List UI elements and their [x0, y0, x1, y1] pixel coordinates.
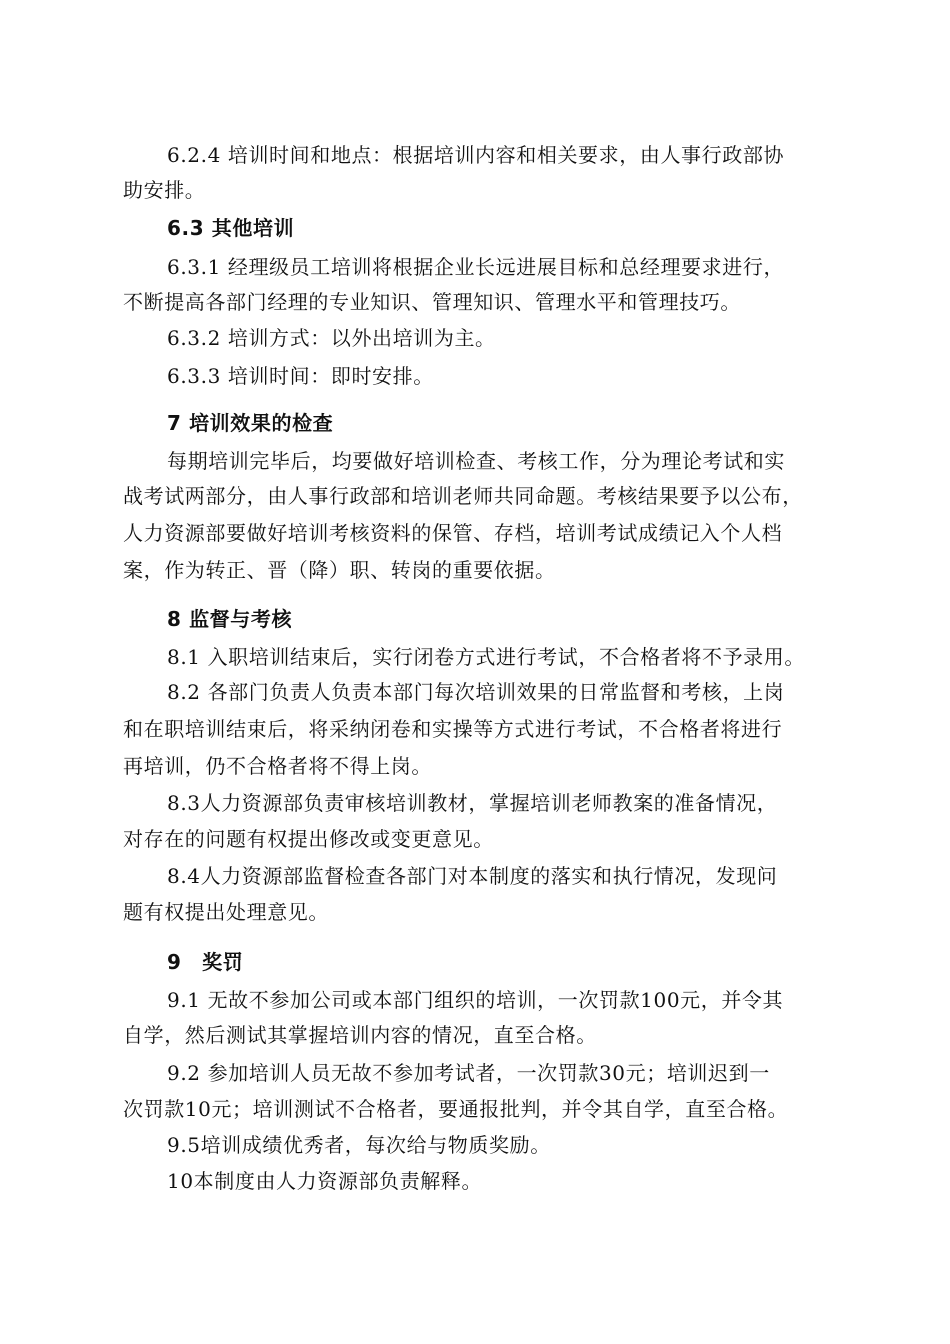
section-8-heading: 8 监督与考核	[167, 607, 293, 631]
clause-6-3-1-line-2: 不断提高各部门经理的专业知识、管理知识、管理水平和管理技巧。	[123, 290, 741, 314]
clause-8-3-line-2: 对存在的问题有权提出修改或变更意见。	[123, 827, 494, 851]
clause-8-1: 8.1 入职培训结束后，实行闭卷方式进行考试，不合格者将不予录用。	[167, 645, 805, 669]
section-9-heading: 9 奖罚	[167, 950, 244, 974]
section-7-para-line-4: 案，作为转正、晋（降）职、转岗的重要依据。	[123, 558, 556, 582]
clause-8-2-line-2: 和在职培训结束后，将采纳闭卷和实操等方式进行考试，不合格者将进行	[123, 717, 783, 741]
clause-9-1-line-2: 自学，然后测试其掌握培训内容的情况，直至合格。	[123, 1023, 597, 1047]
section-10: 10本制度由人力资源部负责解释。	[167, 1169, 483, 1193]
section-7-para-line-1: 每期培训完毕后，均要做好培训检查、考核工作，分为理论考试和实	[167, 449, 785, 473]
clause-6-3-2: 6.3.2 培训方式：以外出培训为主。	[167, 326, 496, 350]
clause-6-3-1-line-1: 6.3.1 经理级员工培训将根据企业长远进展目标和总经理要求进行，	[167, 255, 785, 279]
section-6-3-heading: 6.3 其他培训	[167, 216, 295, 240]
clause-9-5: 9.5培训成绩优秀者，每次给与物质奖励。	[167, 1133, 551, 1157]
clause-8-4-line-2: 题有权提出处理意见。	[123, 900, 329, 924]
clause-8-2-line-1: 8.2 各部门负责人负责本部门每次培训效果的日常监督和考核，上岗	[167, 680, 785, 704]
section-7-para-line-2: 战考试两部分，由人事行政部和培训老师共同命题。考核结果要予以公布，	[123, 484, 803, 508]
section-7-heading: 7 培训效果的检查	[167, 411, 334, 435]
clause-9-1-line-1: 9.1 无故不参加公司或本部门组织的培训，一次罚款100元，并令其	[167, 988, 784, 1012]
clause-8-3-line-1: 8.3人力资源部负责审核培训教材，掌握培训老师教案的准备情况，	[167, 791, 778, 815]
clause-9-2-line-2: 次罚款10元；培训测试不合格者，要通报批判，并令其自学，直至合格。	[123, 1097, 789, 1121]
section-7-para-line-3: 人力资源部要做好培训考核资料的保管、存档，培训考试成绩记入个人档	[123, 521, 783, 545]
clause-6-2-4-line-2: 助安排。	[123, 178, 206, 202]
clause-6-2-4-line-1: 6.2.4 培训时间和地点：根据培训内容和相关要求，由人事行政部协	[167, 143, 785, 167]
clause-9-2-line-1: 9.2 参加培训人员无故不参加考试者，一次罚款30元；培训迟到一	[167, 1061, 770, 1085]
clause-8-4-line-1: 8.4人力资源部监督检查各部门对本制度的落实和执行情况，发现问	[167, 864, 778, 888]
clause-8-2-line-3: 再培训，仍不合格者将不得上岗。	[123, 754, 432, 778]
clause-6-3-3: 6.3.3 培训时间：即时安排。	[167, 364, 434, 388]
